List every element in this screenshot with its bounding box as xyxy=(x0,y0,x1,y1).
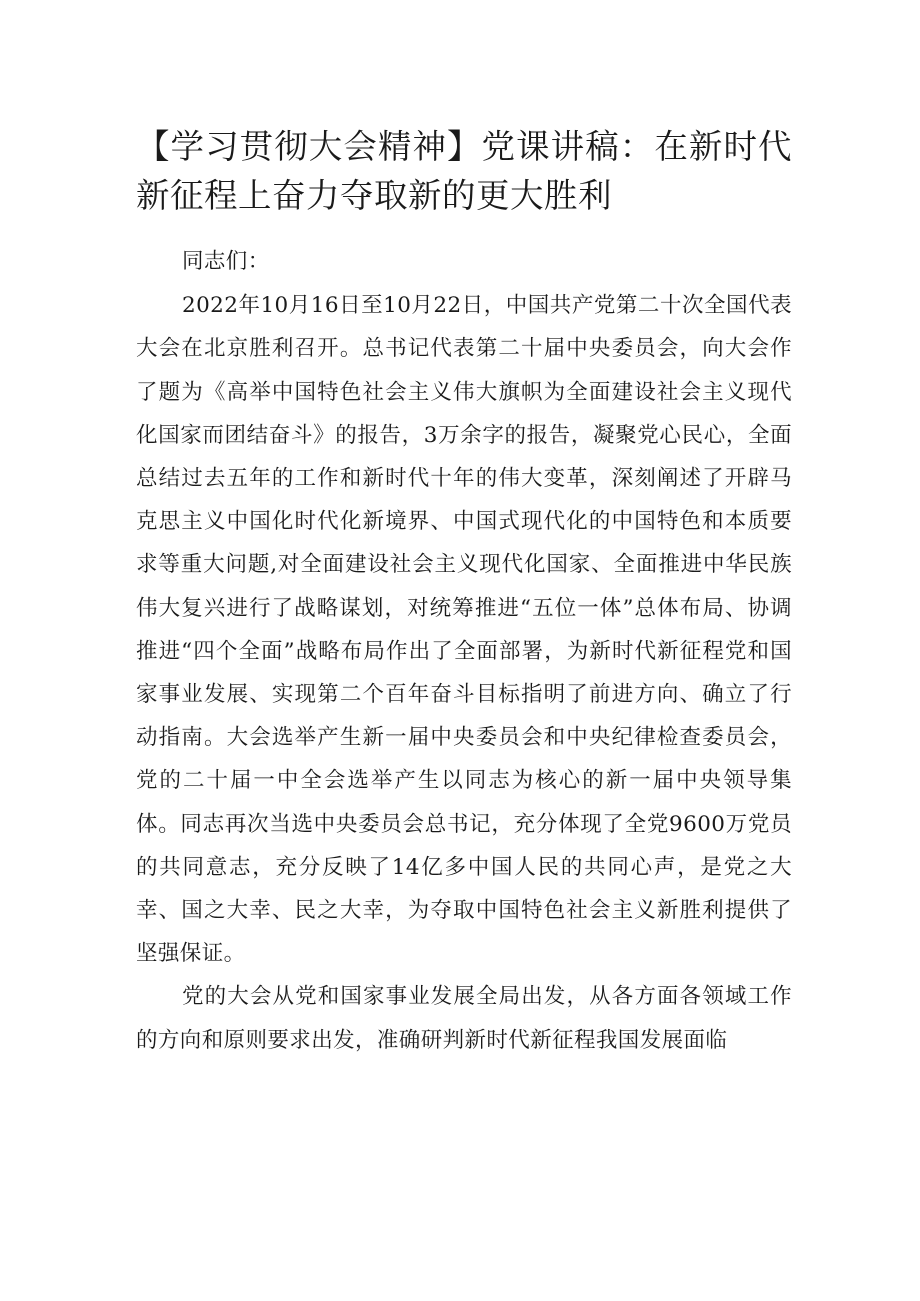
body-paragraph-2: 党的大会从党和国家事业发展全局出发，从各方面各领域工作的方向和原则要求出发，准确研判新时代新征程我国发展面临 xyxy=(136,984,792,1053)
document-page xyxy=(136,122,792,1062)
salutation: 同志们： xyxy=(182,249,270,274)
document-title: 【学习贯彻大会精神】党课讲稿：在新时代新征程上奋力夺取新的更大胜利 xyxy=(136,127,792,215)
body-paragraph-1: 2022年10月16日至10月22日，中国共产党第二十次全国代表大会在北京胜利召开。总书记代表第二十届中央委员会，向大会作了题为《高举中国特色社会主义伟大旗帜为全面建设社会主义现代化国家而团结奋斗》的报告，3万余字的报告，凝聚党心民心，全面总结过去五年的工作和新时代十年的伟大变革，深刻阐述了开辟马克思主义中国化时代化新境界、中国式现代化的中国特色和本质要求等重大问题,对全面建设社会主义现代化国家、全面推进中华民族伟大复兴进行了战略谋划，对统筹推进“五位一体”总体布局、协调推进“四个全面”战略布局作出了全面部署，为新时代新征程党和国家事业发展、实现第二个百年奋斗目标指明了前进方向、确立了行动指南。大会选举产生新一届中央委员会和中央纪律检查委员会，党的二十届一中全会选举产生以同志为核心的新一届中央领导集体。同志再次当选中央委员会总书记，充分体现了全党9600万党员的共同意志，充分反映了14亿多中国人民的共同心声，是党之大幸、国之大幸、民之大幸，为夺取中国特色社会主义新胜利提供了坚强保证。 xyxy=(136,293,792,967)
